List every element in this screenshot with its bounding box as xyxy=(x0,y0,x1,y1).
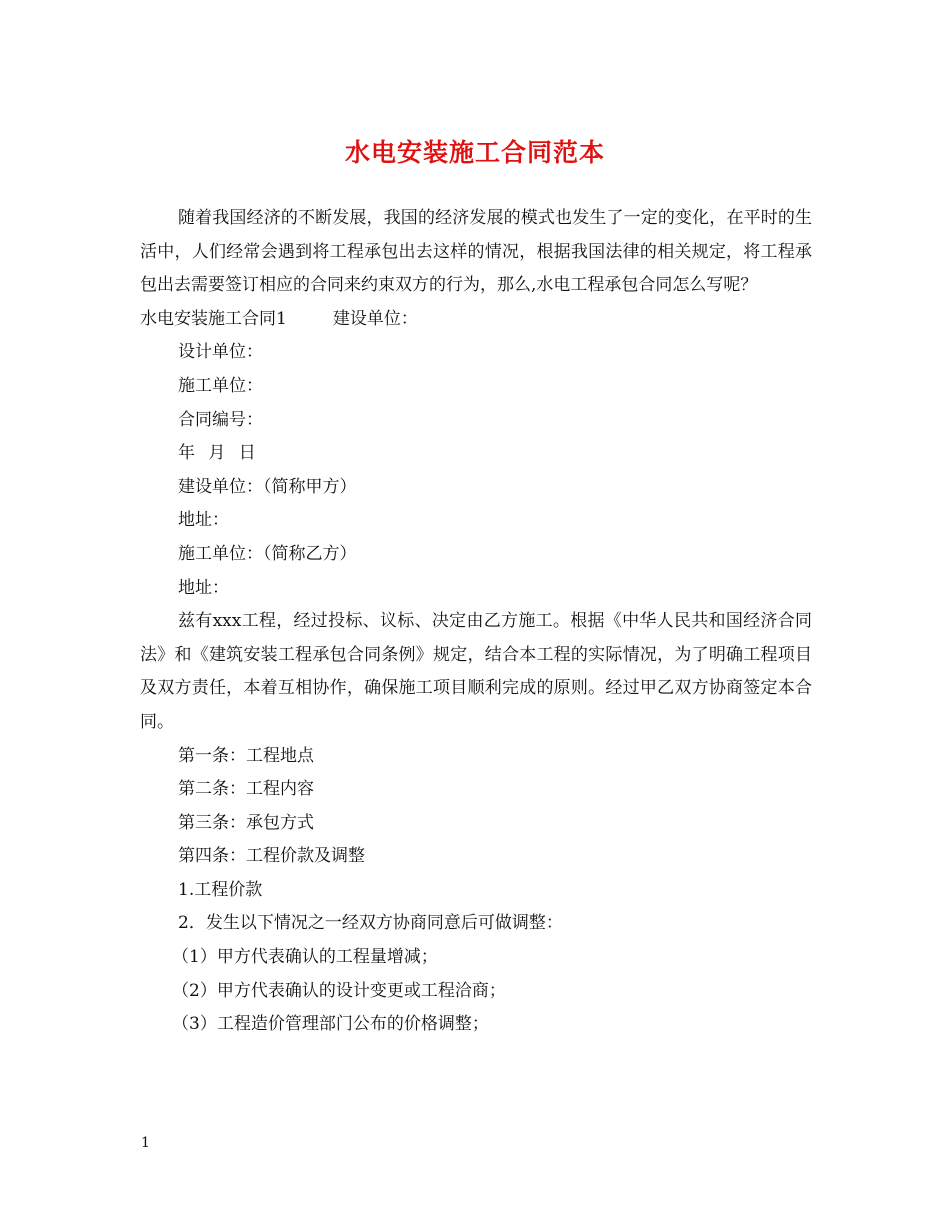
document-title: 水电安装施工合同范本 xyxy=(344,138,605,167)
construction-unit-label: 建设单位： xyxy=(332,308,418,329)
sub-item-3: （3）工程造价管理部门公布的价格调整； xyxy=(172,1014,489,1035)
contract-heading-line xyxy=(140,303,812,337)
contract-label: 水电安装施工合同1 xyxy=(140,308,287,329)
field-contract-number: 合同编号： xyxy=(178,409,263,430)
article-4: 第四条：工程价款及调整 xyxy=(178,846,365,867)
item-1: 1.工程价款 xyxy=(178,879,263,900)
sub-item-1: （1）甲方代表确认的工程量增减； xyxy=(172,947,438,968)
article-3: 第三条：承包方式 xyxy=(178,812,314,833)
article-1: 第一条：工程地点 xyxy=(178,745,314,766)
field-party-a: 建设单位：（简称甲方） xyxy=(178,476,357,497)
item-2: 2．发生以下情况之一经双方协商同意后可做调整： xyxy=(178,913,563,934)
field-party-b: 施工单位：（简称乙方） xyxy=(178,543,357,564)
contract-body-paragraph: 兹有xxx工程，经过投标、议标、决定由乙方施工。根据《中华人民共和国经济合同法》和《建筑安装工程承包合同条例》规定，结合本工程的实际情况，为了明确工程项目及双方责任，本着互相协作，确保施工项目顺利完成的原则。经过甲乙双方协商签定本合同。 xyxy=(140,611,812,732)
field-party-a-address: 地址： xyxy=(178,510,229,531)
field-date: 年 月 日 xyxy=(178,443,256,464)
field-construction-unit: 施工单位： xyxy=(178,375,263,396)
document-body xyxy=(140,202,812,1042)
page-number: 1 xyxy=(141,1135,150,1151)
sub-item-2: （2）甲方代表确认的设计变更或工程洽商； xyxy=(172,980,506,1001)
field-party-b-address: 地址： xyxy=(178,577,229,598)
article-2: 第二条：工程内容 xyxy=(178,779,314,800)
field-design-unit: 设计单位： xyxy=(178,342,263,363)
intro-paragraph: 随着我国经济的不断发展，我国的经济发展的模式也发生了一定的变化，在平时的生活中，人们经常会遇到将工程承包出去这样的情况，根据我国法律的相关规定，将工程承包出去需要签订相应的合同来约束双方的行为，那么,水电工程承包合同怎么写呢？ xyxy=(140,208,812,296)
